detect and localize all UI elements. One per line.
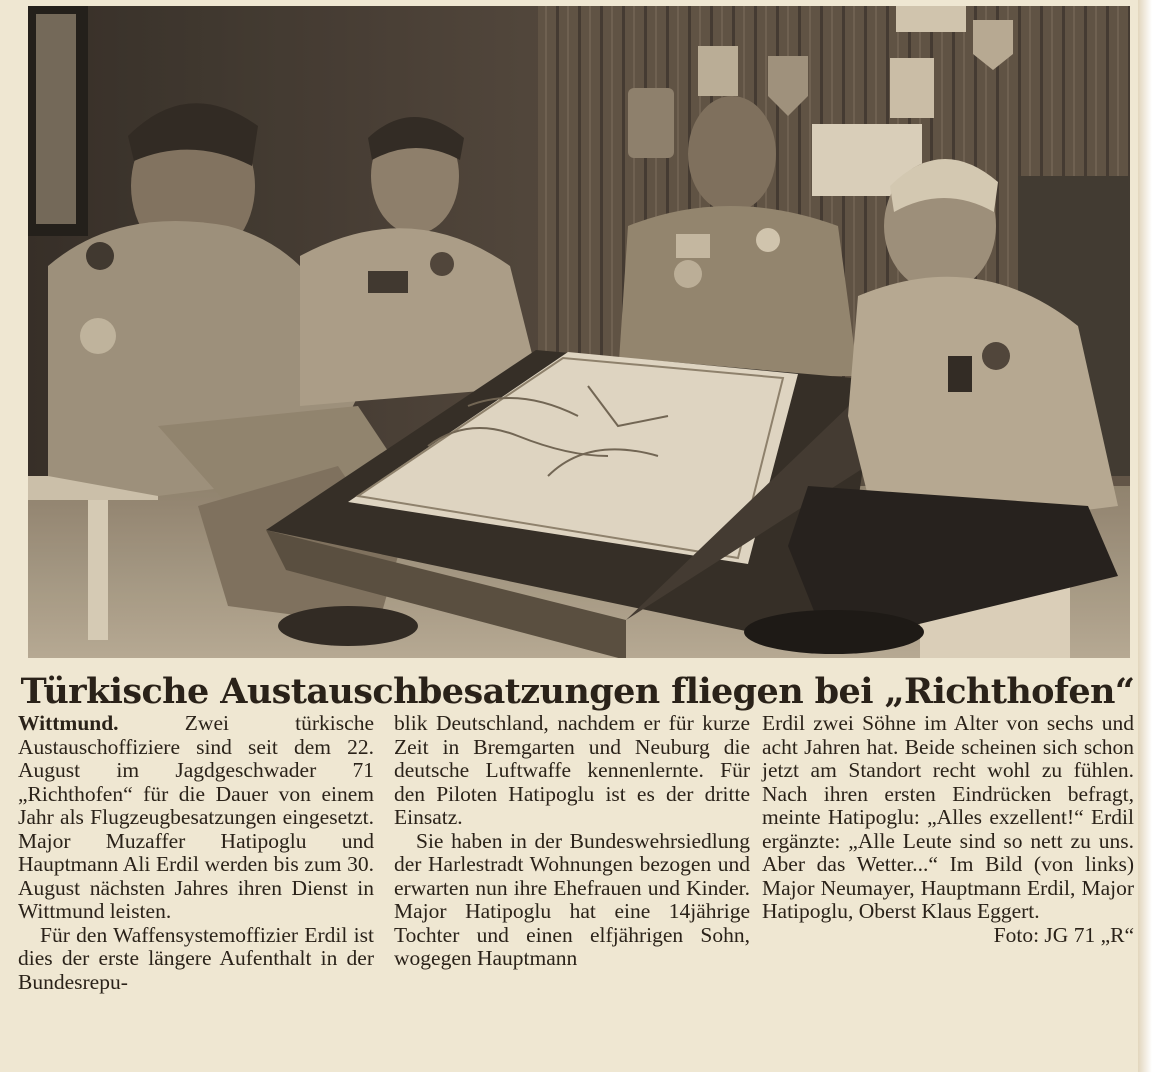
article-headline: Türkische Austauschbesatzungen fliegen bei „Richthofen“ (20, 671, 1135, 712)
article-paragraph: Für den Waffensystemoffizier Erdil ist dies der erste längere Aufenthalt in der Bundesrepu- (18, 922, 374, 994)
article-column-2 (394, 712, 750, 971)
article-body (18, 712, 1133, 1072)
photo-officers-map-table-icon (28, 6, 1130, 658)
paper-edge (1138, 0, 1152, 1072)
article-paragraph (18, 712, 374, 924)
article-paragraph: Erdil zwei Söhne im Alter von sechs und acht Jahren hat. Beide scheinen sich schon jetzt am Standort recht wohl zu fühlen. Nach ihren ersten Eindrücken befragt, meinte Hatipoglu: „Alles exzellent!“ Erdil ergänzte: „Alle Leute sind so nett zu uns. Aber das Wetter...“ Im Bild (von links) Major Neumayer, Hauptmann Erdil, Major Hatipoglu, Oberst Klaus Eggert. (762, 711, 1134, 923)
article-paragraph: Sie haben in der Bundeswehrsiedlung der Harlestradt Wohnungen bezogen und erwarten nun ihre Ehefrauen und Kinder. Major Hatipoglu hat eine 14jährige Tochter und einen elfjährigen Sohn, wogegen Hauptmann (394, 828, 750, 970)
article-column-3 (762, 712, 1134, 947)
article-photo (28, 6, 1130, 658)
article-column-1 (18, 712, 374, 994)
article-dateline: Wittmund. (18, 711, 119, 735)
photo-credit: Foto: JG 71 „R“ (993, 922, 1134, 947)
article-paragraph: blik Deutschland, nachdem er für kurze Zeit in Bremgarten und Neuburg die deutsche Luftwaffe kennenlernte. Für den Piloten Hatipoglu ist es der dritte Einsatz. (394, 711, 750, 829)
article-text: Zwei türkische Austauschoffiziere sind seit dem 22. August im Jagdgeschwader 71 „Richthofen“ für die Dauer von einem Jahr als Flugzeugbesatzungen eingesetzt. Major Muzaffer Hatipoglu und Hauptmann Ali Erdil werden bis zum 30. August nächsten Jahres ihren Dienst in Wittmund leisten. (18, 711, 374, 923)
